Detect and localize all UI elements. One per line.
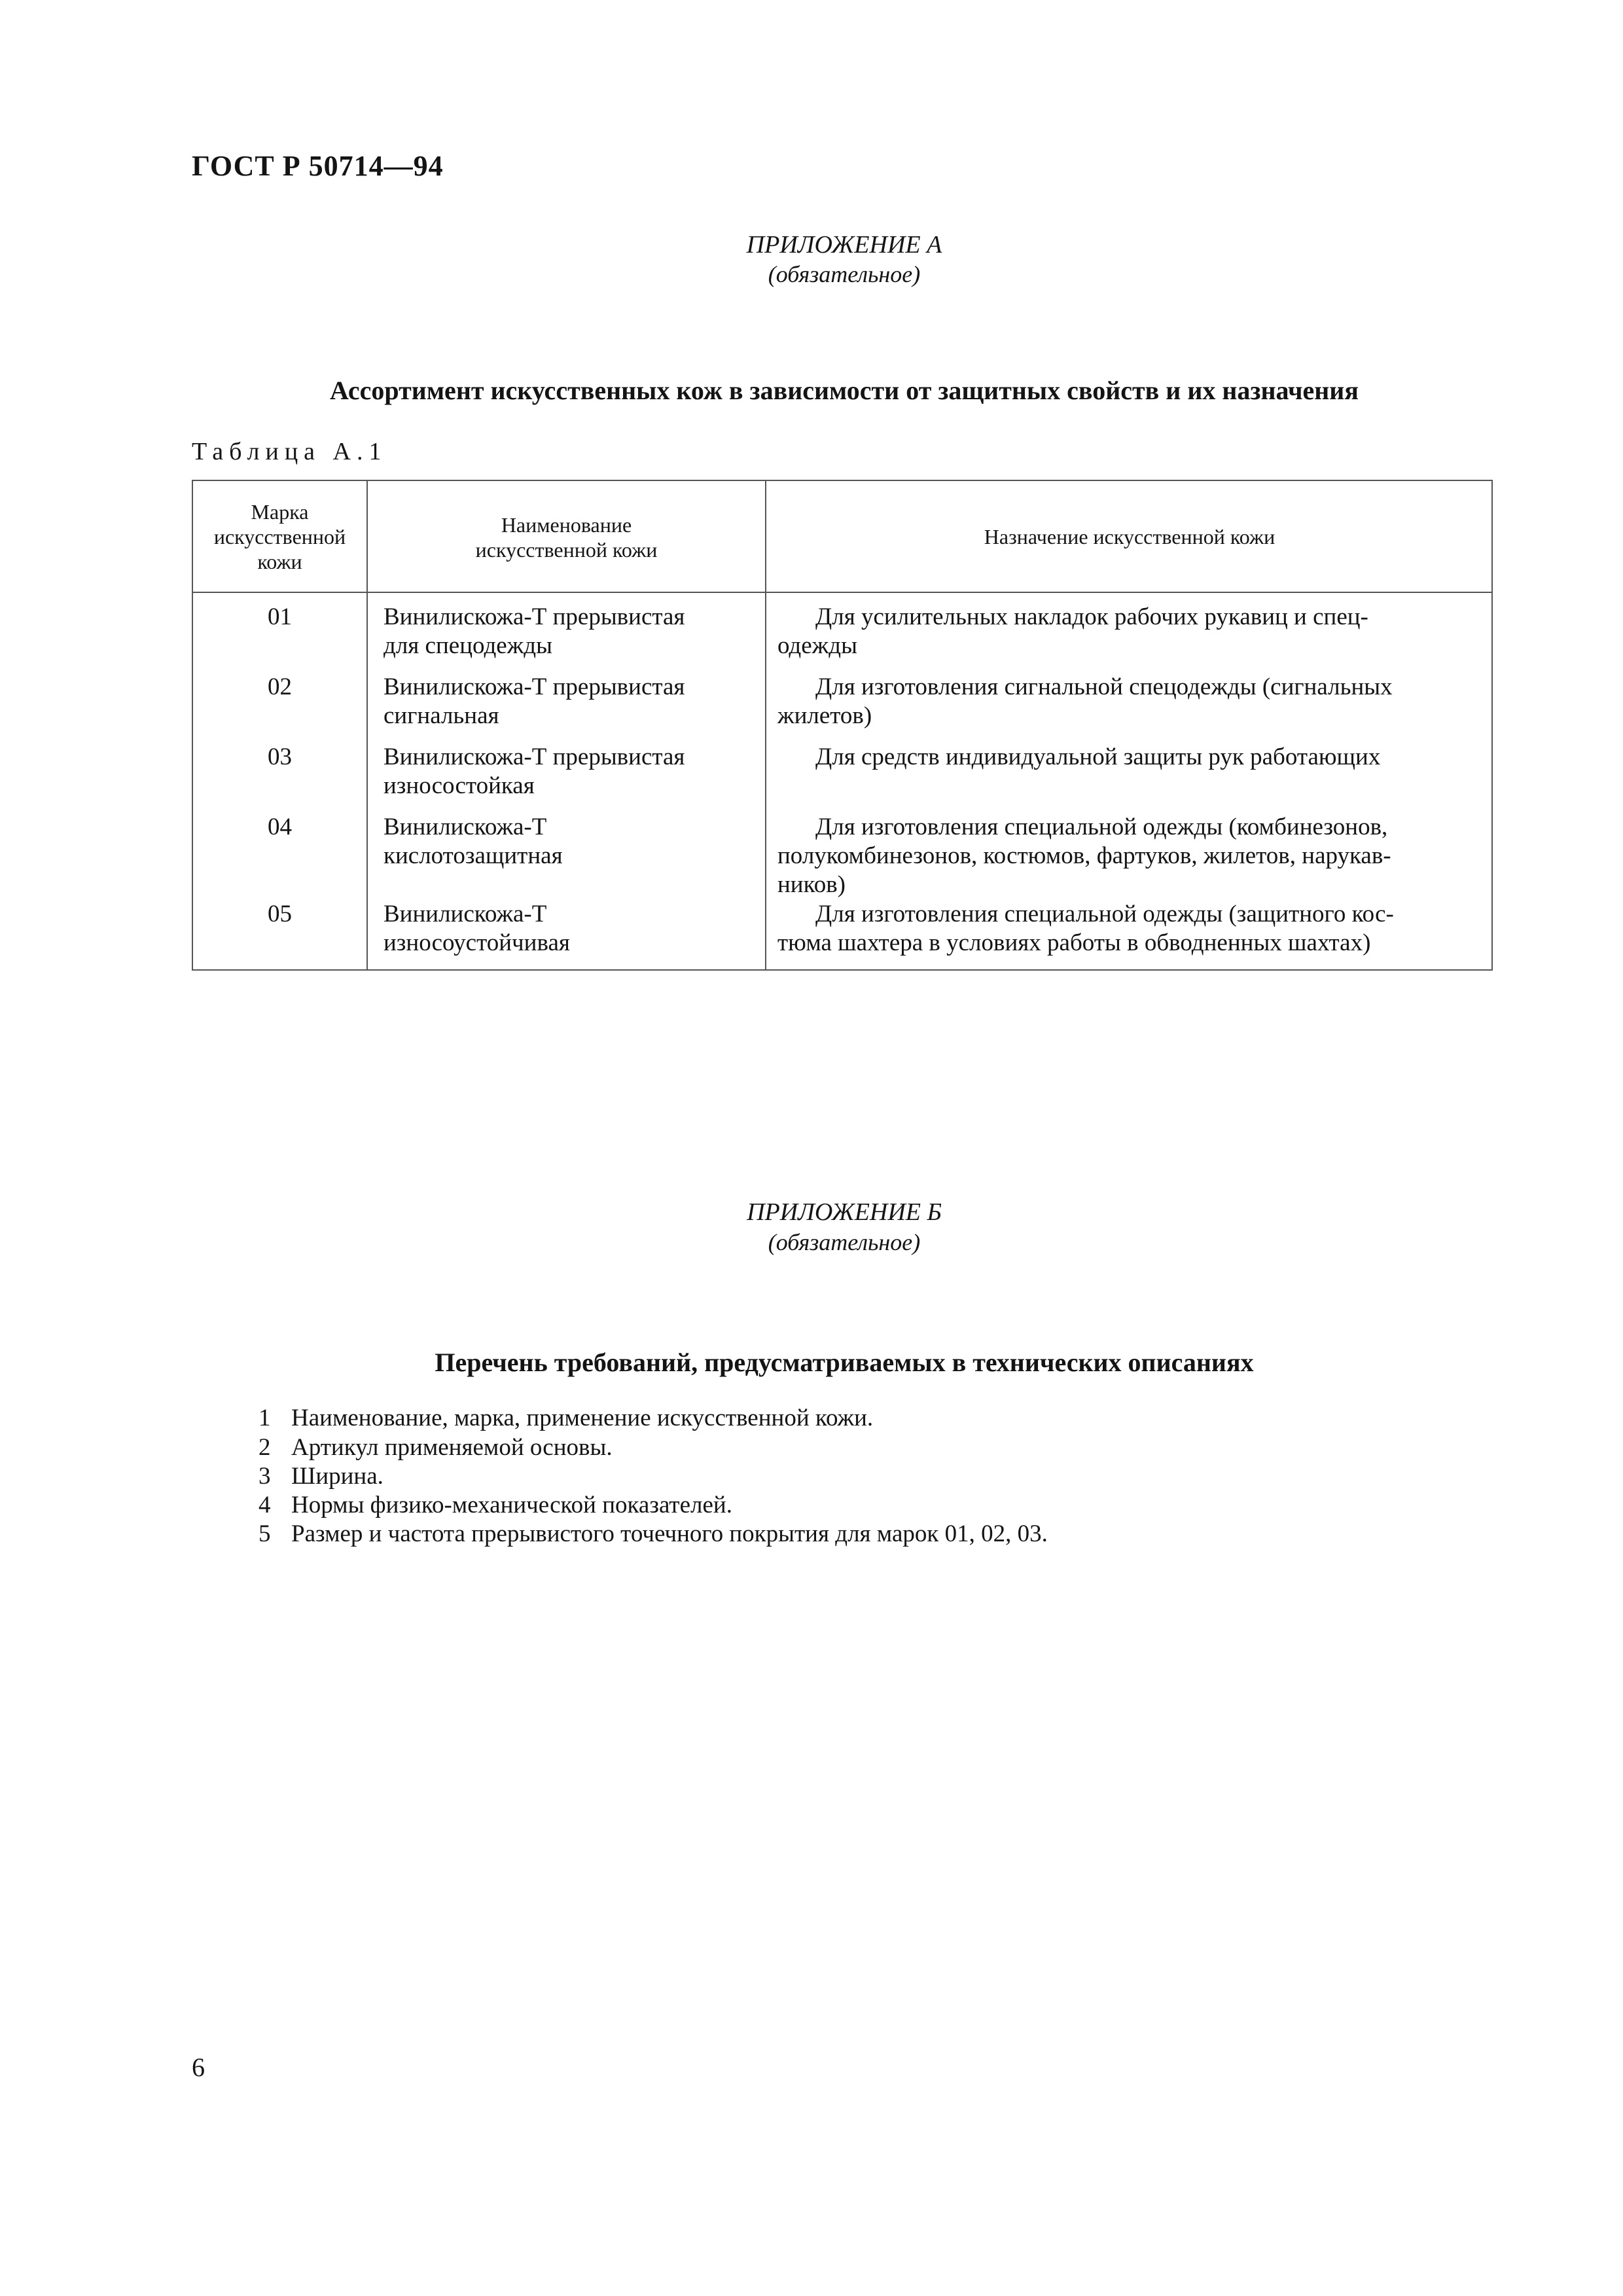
header-code: Марка искусственной кожи <box>213 500 346 573</box>
appendix-a-title: ПРИЛОЖЕНИЕ А <box>746 231 942 259</box>
appendix-a-status: (обязательное) <box>768 261 921 287</box>
table-cell-purpose: Для изготовления специальной одежды (комбинезонов, полукомбинезонов, костюмов, фартуков, жилетов, нарукав- ников) <box>777 814 1391 898</box>
table-cell-code: 04 <box>268 814 292 840</box>
appendix-a-heading: Ассортимент искусственных кож в зависимости от защитных свойств и их назначения <box>330 376 1359 405</box>
header-divider <box>193 592 1491 593</box>
column-divider <box>765 481 766 969</box>
table-cell-code: 01 <box>268 603 292 630</box>
table-cell-name: Винилискожа-Т прерывистая износостойкая <box>383 744 685 799</box>
table-cell-code: 05 <box>268 901 292 927</box>
page-number: 6 <box>192 2053 205 2082</box>
header-purpose: Назначение искусственной кожи <box>984 525 1275 548</box>
appendix-b-status: (обязательное) <box>768 1229 921 1255</box>
table-cell-name: Винилискожа-Т кислотозащитная <box>383 814 563 869</box>
table-cell-name: Винилискожа-Т износоустойчивая <box>383 901 570 956</box>
table-cell-code: 02 <box>268 673 292 700</box>
table-cell-name: Винилискожа-Т прерывистая для спецодежды <box>383 603 685 659</box>
table-cell-purpose: Для изготовления специальной одежды (защитного кос- тюма шахтера в условиях работы в обводненных шахтах) <box>777 901 1394 956</box>
table-cell-purpose: Для средств индивидуальной защиты рук работающих <box>815 744 1381 770</box>
table-cell-purpose: Для усилительных накладок рабочих рукавиц и спец- одежды <box>777 603 1368 659</box>
assortment-table <box>192 480 1493 971</box>
table-caption: Таблица А.1 <box>192 438 387 465</box>
table-cell-code: 03 <box>268 744 292 770</box>
appendix-b-heading: Перечень требований, предусматриваемых в технических описаниях <box>435 1348 1254 1377</box>
header-name: Наименование искусственной кожи <box>475 513 658 562</box>
document-header: ГОСТ Р 50714—94 <box>192 150 444 182</box>
table-cell-name: Винилискожа-Т прерывистая сигнальная <box>383 673 685 729</box>
appendix-b-title: ПРИЛОЖЕНИЕ Б <box>747 1198 942 1226</box>
table-cell-purpose: Для изготовления сигнальной спецодежды (сигнальных жилетов) <box>777 673 1393 729</box>
